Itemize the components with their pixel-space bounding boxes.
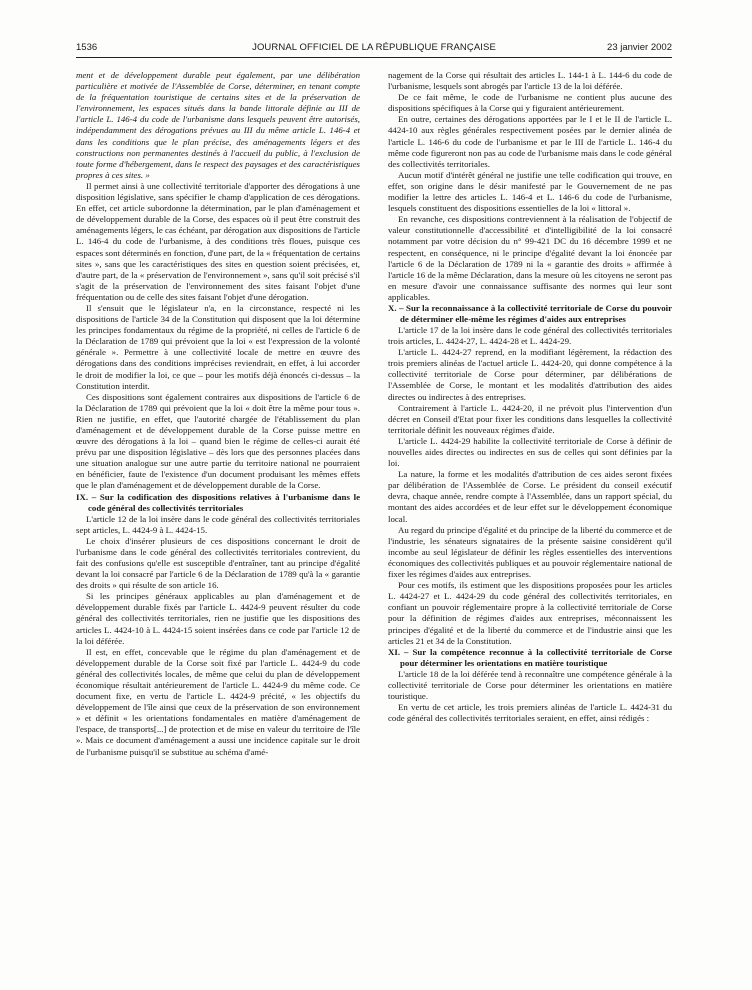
right-column <box>388 70 672 724</box>
paragraph: L'article L. 4424-29 habilite la collectivité territoriale de Corse à définir de nouvelles aides directes ou indirectes en sus de celles qui sont définies par la loi. <box>388 435 672 469</box>
paragraph: Au regard du principe d'égalité et du principe de la liberté du commerce et de l'industrie, les sénateurs signataires de la présente saisine considèrent qu'il incombe au seul législateur de définir les règles essentielles des interventions économiques des collectivités publiques et au pouvoir réglementaire national de fixer les régimes d'aides aux entreprises. <box>388 524 672 580</box>
paragraph: La nature, la forme et les modalités d'attribution de ces aides seront fixées par délibération de l'Assemblée de Corse. Le président du conseil exécutif devra, chaque année, rendre compte à l'Assemblée, dans un rapport spécial, du montant des aides accordées et de leur effet sur le développement économique local. <box>388 469 672 524</box>
paragraph: L'article 12 de la loi insère dans le code général des collectivités territoriales sept articles, L. 4424-9 à L. 4424-15. <box>76 513 360 535</box>
paragraph: L'article L. 4424-27 reprend, en la modifiant légèrement, la rédaction des trois premiers alinéas de l'actuel article L. 4424-20, qui donne compétence à la collectivité territoriale de Corse pour déterminer, par délibérations de l'Assemblée de Corse, le montant et les modalités d'attribution des aides directes ou indirectes à des entreprises. <box>388 347 672 402</box>
paragraph: L'article 17 de la loi insère dans le code général des collectivités territoriales trois articles, L. 4424-27, L. 4424-28 et L. 4424-29. <box>388 324 672 347</box>
paragraph: En outre, certaines des dérogations apportées par le I et le II de l'article L. 4424-10 aux règles générales respectivement posées par le dernier alinéa de l'article L. 146-6 du code de l'urbanisme et par le III de l'article L. 146-4 du même code figureront non pas au code de l'urbanisme mais dans le code général des collectivités territoriales. <box>388 114 672 169</box>
paragraph: Pour ces motifs, ils estiment que les dispositions proposées pour les articles L. 4424-27 et L. 4424-29 du code général des collectivités territoriales, en confiant un pouvoir réglementaire propre à la collectivité territoriale de Corse pour la définition de régimes d'aides aux entreprises, méconnaissent les principes d'égalité et de la liberté du commerce et de l'industrie ainsi que les articles 21 et 34 de la Constitution. <box>388 580 672 646</box>
paragraph: Le choix d'insérer plusieurs de ces dispositions concernant le droit de l'urbanisme dans le code général des collectivités territoriales contrevient, du fait des confusions qu'elle est susceptible d'entraîner, tant au principe d'égalité devant la loi consacré par l'article 6 de la Déclaration de 1789 qu'à la « garantie des droits » qui résulte de son article 16. <box>76 535 360 591</box>
header-rule <box>76 57 672 58</box>
left-column <box>76 70 360 758</box>
paragraph: En revanche, ces dispositions contreviennent à la réalisation de l'objectif de valeur constitutionnelle d'accessibilité et d'intelligibilité de la loi consacré notamment par votre décision du n° 99-421 DC du 16 décembre 1999 et ne respectent, en conséquence, ni le principe d'égalité devant la loi énoncée par l'article 6 de la Déclaration de 1789 ni la « garantie des droits » affirmée à l'article 16 de la même Déclaration, dans la mesure où les citoyens ne seront pas en mesure d'avoir une connaissance suffisante des normes qui leur sont applicables. <box>388 214 672 302</box>
paragraph: De ce fait même, le code de l'urbanisme ne contient plus aucune des dispositions spécifiques à la Corse qui y figuraient antérieurement. <box>388 92 672 114</box>
paragraph: Si les principes généraux applicables au plan d'aménagement et de développement durable fixés par l'article L. 4424-9 peuvent résulter du code général des collectivités territoriales, rien ne justifie que les dispositions des articles L. 4424-10 à L. 4424-15 soient insérées dans ce code par l'article 12 de la loi déférée. <box>76 591 360 646</box>
journal-title: JOURNAL OFFICIEL DE LA RÉPUBLIQUE FRANÇAISE <box>252 42 496 53</box>
section-heading: X. – Sur la reconnaissance à la collectivité territoriale de Corse du pouvoir de déterminer elle-même les régimes d'aides aux entreprises <box>388 302 672 324</box>
paragraph: Aucun motif d'intérêt général ne justifie une telle codification qui trouve, en effet, son origine dans le désir manifesté par le Gouvernement de ne pas modifier la lettre des articles L. 146-4 et L. 146-6 du code de l'urbanisme, lesquels constituent des dispositions essentielles de la loi « littoral ». <box>388 169 672 214</box>
section-heading: XI. – Sur la compétence reconnue à la collectivité territoriale de Corse pour déterminer les orientations en matière touristique <box>388 646 672 668</box>
paragraph: Contrairement à l'article L. 4424-20, il ne prévoit plus l'intervention d'un décret en Conseil d'Etat pour fixer les conditions dans lesquelles la collectivité territoriale définit les nouveaux régimes d'aide. <box>388 402 672 435</box>
paragraph: ment et de développement durable peut également, par une délibération particulière et motivée de l'Assemblée de Corse, déterminer, en tenant compte de la fréquentation touristique de certains sites et de la préservation de l'environnement, les espaces situés dans la bande littorale définie au III de l'article L. 146-4 du code de l'urbanisme dans lesquels peuvent être autorisés, indépendamment des dérogations prévues au III du même article L. 146-4 et dans les conditions que le plan précise, des aménagements légers et des constructions non permanentes destinés à l'accueil du public, à l'exclusion de toute forme d'hébergement, dans le respect des paysages et des caractéristiques propres à ces sites. » <box>76 70 360 180</box>
section-heading: IX. – Sur la codification des dispositions relatives à l'urbanisme dans le code général des collectivités territoriales <box>76 491 360 513</box>
page-number: 1536 <box>76 42 98 53</box>
paragraph: nagement de la Corse qui résultait des articles L. 144-1 à L. 144-6 du code de l'urbanisme, lesquels sont abrogés par l'article 13 de la loi déférée. <box>388 70 672 92</box>
paragraph: Il s'ensuit que le législateur n'a, en la circonstance, respecté ni les dispositions de l'article 34 de la Constitution qui disposent que la loi détermine les principes fondamentaux du régime de la propriété, ni celles de l'article 6 de la Déclaration de 1789 qui prévoient que la loi « est l'expression de la volonté générale ». Permettre à une collectivité locale de mettre en œuvre des dérogations dans des conditions imprécises reviendrait, en effet, à lui accorder le droit de modifier la loi, ce que – pour les motifs déjà énoncés ci-dessus – la Constitution interdit. <box>76 302 360 391</box>
publication-date: 23 janvier 2002 <box>607 42 672 53</box>
paragraph: Ces dispositions sont également contraires aux dispositions de l'article 6 de la Déclaration de 1789 qui prévoient que la loi « doit être la même pour tous ». Rien ne justifie, en effet, que l'autorité chargée de l'établissement du plan d'aménagement et de développement durable de la Corse puisse mettre en œuvre des dérogations à la loi – quand bien le régime de celles-ci aurait été prévu par une disposition législative – dès lors que des personnes placées dans une situation analogue sur une autre partie du territoire national ne pourraient en bénéficier, faute de l'existence d'un document produisant les mêmes effets que le plan d'aménagement et de développement durable de la Corse. <box>76 391 360 491</box>
paragraph: Il permet ainsi à une collectivité territoriale d'apporter des dérogations à une disposition législative, sans spécifier le champ d'application de ces dérogations. En effet, cet article subordonne la détermination, par le plan d'aménagement et de développement durable de la Corse, des espaces où il peut être construit des aménagements légers, le cas échéant, par dérogation aux dispositions de l'article L. 146-4 du code de l'urbanisme, à des conditions très floues, puisque ces espaces sont déterminés en fonction, d'une part, de la « fréquentation de certains sites », sans que les caractéristiques des sites en question soient précisées, et, d'autre part, de la « préservation de l'environnement », sans qu'il soit précisé s'il s'agit de la préservation de l'environnement des sites faisant l'objet d'une fréquentation ou de celle des sites faisant l'objet d'une dérogation. <box>76 180 360 302</box>
page-header <box>76 42 672 56</box>
paragraph: Il est, en effet, concevable que le régime du plan d'aménagement et de développement durable de la Corse soit fixé par l'article L. 4424-9 du code général des collectivités locales, de même que celui du plan de développement économique résultait antérieurement de l'article L. 4424-9 du même code. Ce document fixe, en vertu de l'article L. 4424-9 précité, « les objectifs du développement de l'île ainsi que ceux de la préservation de son environnement » et définit « les orientations fondamentales en matière d'aménagement de l'espace, de transports[...] de protection et de mise en valeur du territoire de l'île ». Mais ce document d'aménagement a aussi une incidence capitale sur le droit de l'urbanisme puisqu'il se substitue au schéma d'amé- <box>76 646 360 757</box>
paragraph: En vertu de cet article, les trois premiers alinéas de l'article L. 4424-31 du code général des collectivités territoriales seraient, en effet, ainsi rédigés : <box>388 701 672 724</box>
paragraph: L'article 18 de la loi déférée tend à reconnaître une compétence générale à la collectivité territoriale de Corse pour déterminer les orientations en matière touristique. <box>388 668 672 701</box>
